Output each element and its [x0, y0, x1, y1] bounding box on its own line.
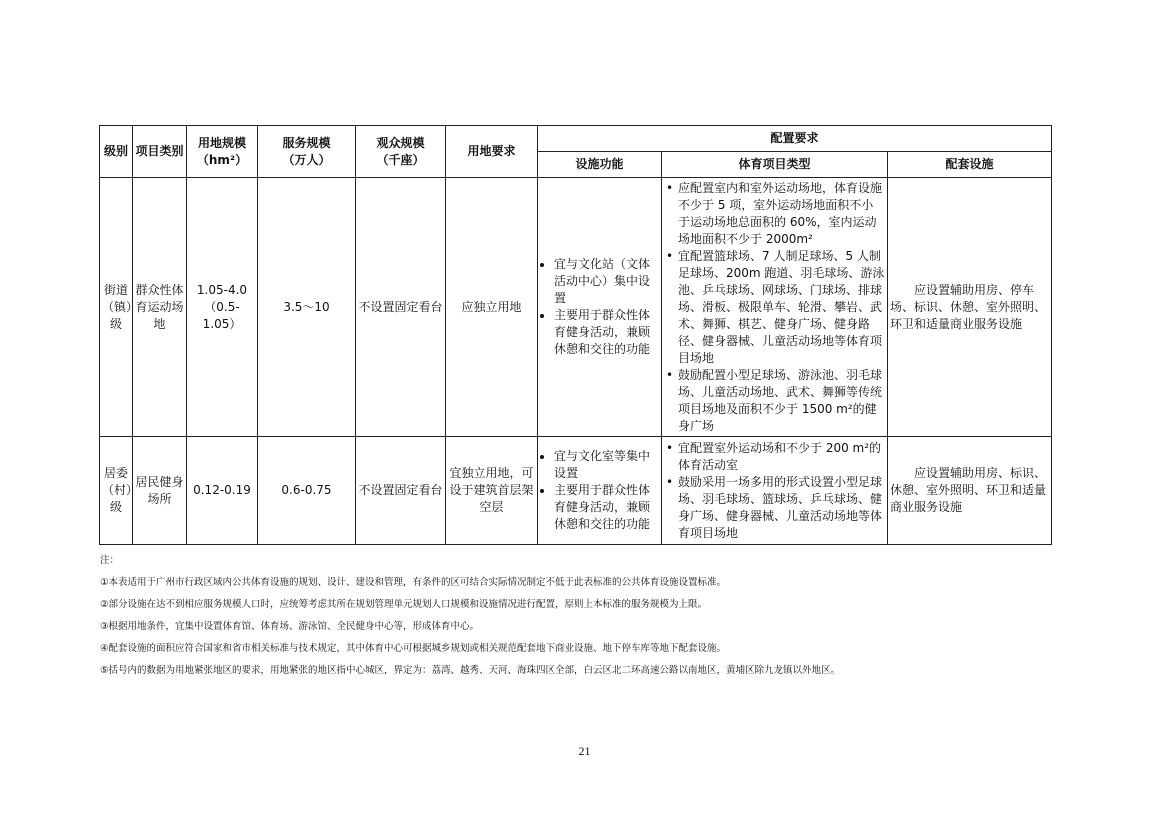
facility-standard-table: [99, 125, 1052, 545]
notes-section: [100, 550, 1060, 682]
cell-sports-type: [662, 178, 888, 437]
cell-category: 居民健身场所: [133, 437, 187, 545]
cell-land-scale: [187, 178, 258, 437]
header-land-scale: [187, 126, 258, 178]
support-text: 应设置辅助用房、停车场、标识、休憩、室外照明、环卫和适量商业服务设施: [890, 282, 1047, 331]
header-land-scale-line1: 用地规模: [197, 135, 246, 150]
cell-level: 居委（村）级: [100, 437, 133, 545]
list-item: • 宜配置室外运动场和不少于 200 m²的体育活动室: [678, 440, 885, 474]
cell-land-requirement: 应独立用地: [446, 178, 538, 437]
notes-label: 注：: [100, 555, 120, 566]
header-service-scale-line1: 服务规模: [282, 135, 331, 150]
list-item: • 宜配置篮球场、7 人制足球场、5 人制足球场、200m 跑道、羽毛球场、游泳池、乒乓球场、网球场、门球场、排球场、滑板、极限单车、轮滑、攀岩、武术、舞狮、棋艺、健身广场、健身路径、健身器械、儿童活动场地等体育项目场地: [678, 248, 885, 367]
cell-category: 群众性体育运动场地: [133, 178, 187, 437]
list-item: • 宜与文化站（文体活动中心）集中设置: [554, 256, 659, 307]
cell-facility-function: [538, 437, 662, 545]
cell-sports-type: [662, 437, 888, 545]
note-item: ④配套设施的面积应符合国家和省市相关标准与技术规定，其中体育中心可根据城乡规划或相关规范配套地下商业设施、地下停车库等地下配套设施。: [100, 643, 727, 654]
cell-land-requirement: 宜独立用地，可设于建筑首层架空层: [446, 437, 538, 545]
cell-service-scale: 0.6-0.75: [258, 437, 356, 545]
note-item: ⑤括号内的数据为用地紧张地区的要求，用地紧张的地区指中心城区，界定为：荔湾、越秀、天河、海珠四区全部，白云区北二环高速公路以南地区，黄埔区除九龙镇以外地区。: [100, 665, 841, 676]
header-service-scale-line2: （万人）: [282, 152, 331, 167]
header-sports-type: 体育项目类型: [662, 152, 888, 178]
list-item: • 主要用于群众性体育健身活动，兼顾休憩和交往的功能: [554, 307, 659, 358]
cell-land-scale-line2: （0.5-1.05）: [202, 299, 242, 331]
header-level: 级别: [100, 126, 133, 178]
header-config-requirement: 配置要求: [538, 126, 1052, 152]
header-audience-scale-line1: 观众规模: [376, 135, 425, 150]
header-category: 项目类别: [133, 126, 187, 178]
note-item: ②部分设施在达不到相应服务规模人口时，应统筹考虑其所在规划管理单元规划人口规模和设施情况进行配置，原则上本标准的服务规模为上限。: [100, 599, 708, 610]
list-item: • 主要用于群众性体育健身活动，兼顾休憩和交往的功能: [554, 482, 659, 533]
cell-support-facility: [888, 178, 1052, 437]
list-item: • 鼓励配置小型足球场、游泳池、羽毛球场、儿童活动场地、武术、舞狮等传统项目场地及面积不少于 1500 m²的健身广场: [678, 367, 885, 435]
note-item: ①本表适用于广州市行政区域内公共体育设施的规划、设计、建设和管理，有条件的区可结合实际情况制定不低于此表标准的公共体育设施设置标准。: [100, 577, 727, 588]
list-item: • 应配置室内和室外运动场地，体育设施不少于 5 项，室外运动场地面积不小于运动场地总面积的 60%，室内运动场地面积不少于 2000m²: [678, 180, 885, 248]
cell-service-scale: 3.5～10: [258, 178, 356, 437]
cell-land-scale: [187, 437, 258, 545]
header-audience-scale-line2: （千座）: [376, 152, 425, 167]
list-item: • 鼓励采用一场多用的形式设置小型足球场、羽毛球场、篮球场、乒乓球场、健身广场、健身器械、儿童活动场地等体育项目场地: [678, 474, 885, 542]
cell-land-scale-line1: 1.05-4.0: [196, 282, 248, 297]
note-item: ③根据用地条件，宜集中设置体育馆、体育场、游泳馆、全民健身中心等，形成体育中心。: [100, 621, 480, 632]
header-support-facility: 配套设施: [888, 152, 1052, 178]
list-item: • 宜与文化室等集中设置: [554, 448, 659, 482]
table-row: [100, 437, 1052, 545]
support-text: 应设置辅助用房、标识、休憩、室外照明、环卫和适量商业服务设施: [890, 466, 1047, 514]
header-land-scale-line2: （hm²）: [196, 152, 248, 167]
header-land-requirement: 用地要求: [446, 126, 538, 178]
cell-facility-function: [538, 178, 662, 437]
table-row: [100, 178, 1052, 437]
cell-level: 街道（镇）级: [100, 178, 133, 437]
header-facility-function: 设施功能: [538, 152, 662, 178]
cell-audience-scale: 不设置固定看台: [356, 437, 446, 545]
cell-land-scale-line1: 0.12-0.19: [193, 483, 251, 497]
cell-audience-scale: 不设置固定看台: [356, 178, 446, 437]
page-number: 21: [578, 744, 591, 758]
header-audience-scale: [356, 126, 446, 178]
header-service-scale: [258, 126, 356, 178]
cell-support-facility: [888, 437, 1052, 545]
